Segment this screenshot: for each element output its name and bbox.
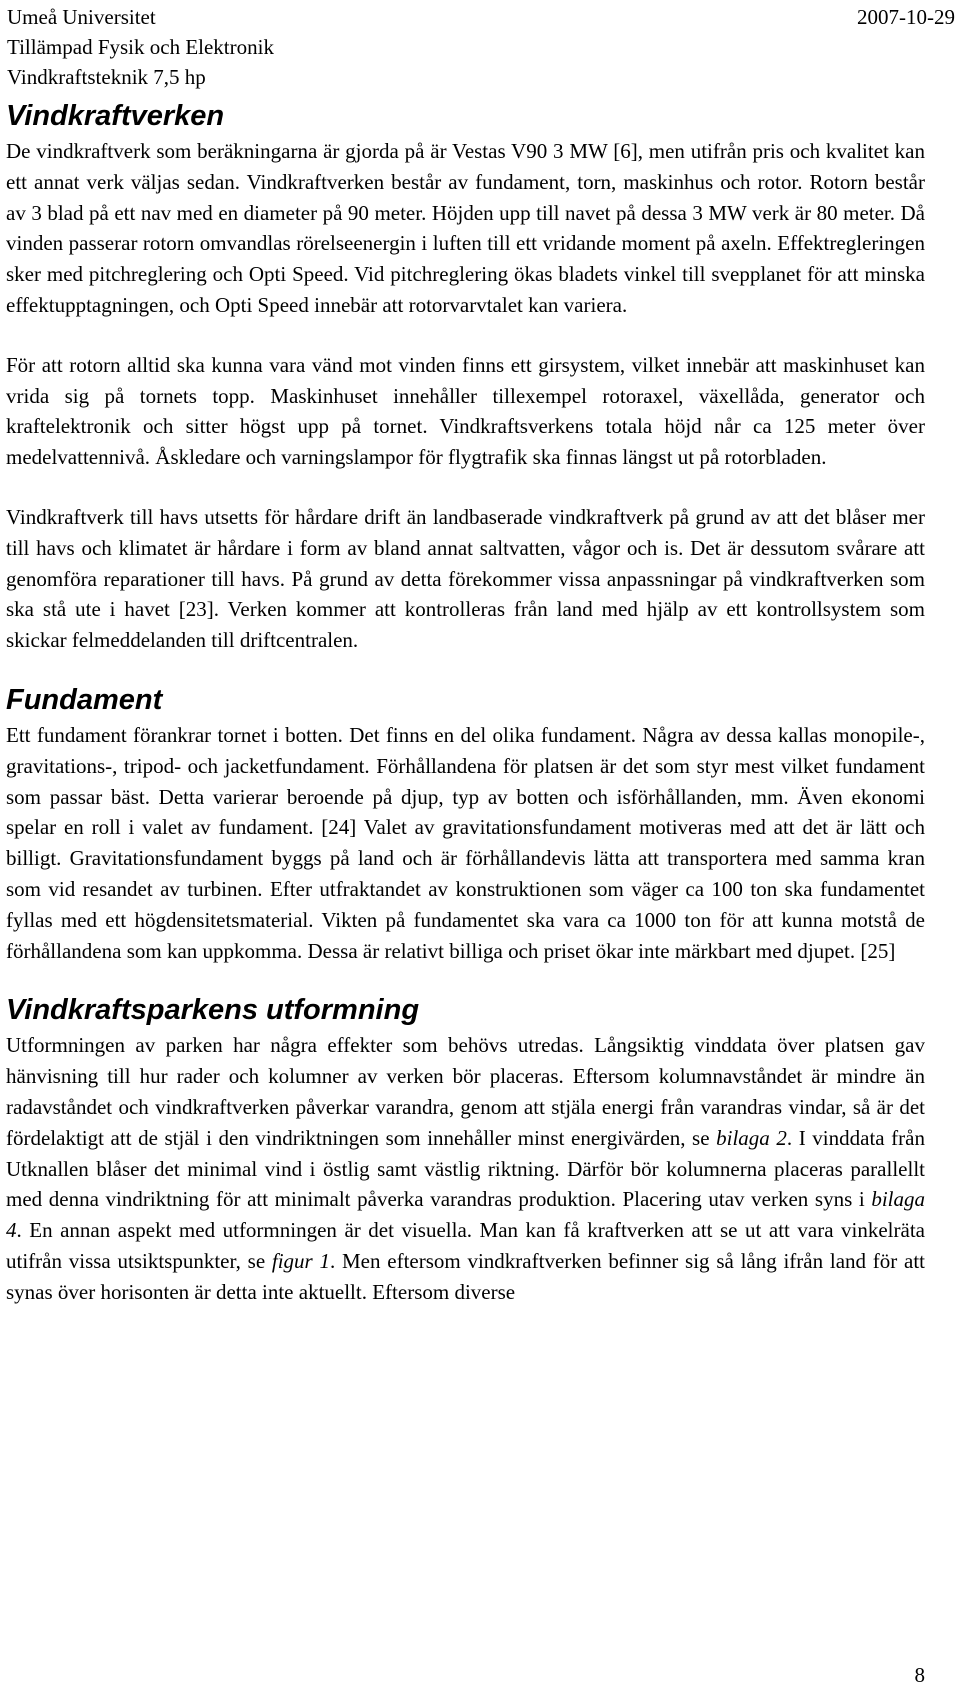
paragraph-fundament-1: Ett fundament förankrar tornet i botten. Det finns en del olika fundament. Några av dessa kallas monopile-, gravitations-, tripod- och jacketfundament. Förhållandena för platsen är det som styr mest vilket fundament som passar bäst. Detta varierar beroende på djup, typ av botten och isförhållanden, mm. Även ekonomi spelar en roll i valet av fundament. [24] Valet av gravitationsfundament motiveras med att det är lätt och billigt. Gravitationsfundament byggs på land och är förhållandevis lätta att transportera med samma kran som vid resandet av turbinen. Efter utfraktandet av konstruktionen som väger ca 100 ton ska fundamentet fyllas med ett högdensitetsmaterial. Vikten på fundamentet ska vara ca 1000 ton för att kunna motstå de förhållandena som kan uppkomma. Dessa är relativt billiga och priset ökar inte märkbart med djupet. [25] [6, 722, 925, 963]
paragraph-vindkraftverken-3: Vindkraftverk till havs utsetts för hårdare drift än landbaserade vindkraftverk på grund av att det blåser mer till havs och klimatet är hårdare i form av bland annat saltvatten, vågor och is. Det är dessutom svårare att genomföra reparationer till havs. På grund av detta förekommer vissa anpassningar på vindkraftverken som ska stå ute i havet [23]. Verken kommer att kontrolleras från land med hjälp av ett kontrollsystem som skickar felmeddelanden till driftcentralen. [6, 504, 925, 653]
reference-bilaga-4: bilaga 4 [6, 1187, 925, 1243]
paragraph-parkens-text-d: . Men eftersom vindkraftverken befinner sig så lång ifrån land för att synas över horisonten är detta inte aktuellt. Eftersom diverse [6, 1248, 926, 1304]
document-body [6, 96, 925, 1308]
header-date: 2007-10-29 [857, 5, 955, 29]
paragraph-parkens-text-a: Utformningen av parken har några effekter som behövs utredas. Långsiktig vinddata över platsen gav hänvisning till hur rader och kolumner av verken bör placeras. Eftersom kolumnavståndet är mindre än radavståndet och vindkraftverken påverkar varandra, genom att stjäla energi från varandras vindar, så är det fördelaktigt att de stjäl i den vindriktningen som innehåller minst energivärden, se [6, 1033, 925, 1150]
paragraph-parkens-1 [6, 1030, 925, 1307]
paragraph-vindkraftverken-1: De vindkraftverk som beräkningarna är gjorda på är Vestas V90 3 MW [6], men utifrån pris och kvalitet kan ett annat verk väljas sedan. Vindkraftverken består av fundament, torn, maskinhus och rotor. Rotorn består av 3 blad på ett nav med en diameter på 90 meter. Höjden upp till navet på dessa 3 MW verk är 80 meter. Då vinden passerar rotorn omvandlas rörelseenergin i luften till ett vridande moment på axeln. Effektregleringen sker med pitchreglering och Opti Speed. Vid pitchreglering ökas bladets vinkel till svepplanet för att minska effektupptagningen, och Opti Speed innebär att rotorvarvtalet kan variera. [6, 139, 925, 317]
document-header [7, 2, 274, 92]
paragraph-vindkraftverken-2: För att rotorn alltid ska kunna vara vänd mot vinden finns ett girsystem, vilket innebär att maskinhuset kan vrida sig på tornets topp. Maskinhuset innehåller tillexempel rotoraxel, växellåda, generator och kraftelektronik och sitter högst upp på tornet. Vindkraftsverkens totala höjd når ca 125 meter över medelvattennivå. Åskledare och varningslampor för flygtrafik ska finnas längst ut på rotorbladen. [6, 352, 925, 470]
heading-vindkraftverken: Vindkraftverken [6, 100, 225, 132]
heading-parkens-utformning: Vindkraftsparkens utformning [6, 994, 420, 1027]
paragraph-parkens-text-b: . I vinddata från Utknallen blåser det minimal vind i östlig samt västlig riktning. Därför bör kolumnerna placeras parallellt med denna vindriktning för att minimalt påverka varandras produktion. Placering utav verken syns i [6, 1125, 925, 1212]
page-number: 8 [914, 1663, 925, 1687]
header-department: Tillämpad Fysik och Elektronik [7, 35, 274, 59]
reference-figur-1: figur 1 [271, 1248, 330, 1273]
header-course: Vindkraftsteknik 7,5 hp [7, 65, 206, 89]
heading-fundament: Fundament [6, 683, 163, 716]
paragraph-parkens-text-c: . En annan aspekt med utformningen är det visuella. Man kan få kraftverken att se ut att vara vinkelräta utifrån vissa utsiktspunkter, se [6, 1218, 925, 1273]
reference-bilaga-2: bilaga 2 [716, 1125, 787, 1150]
header-university: Umeå Universitet [7, 5, 156, 29]
